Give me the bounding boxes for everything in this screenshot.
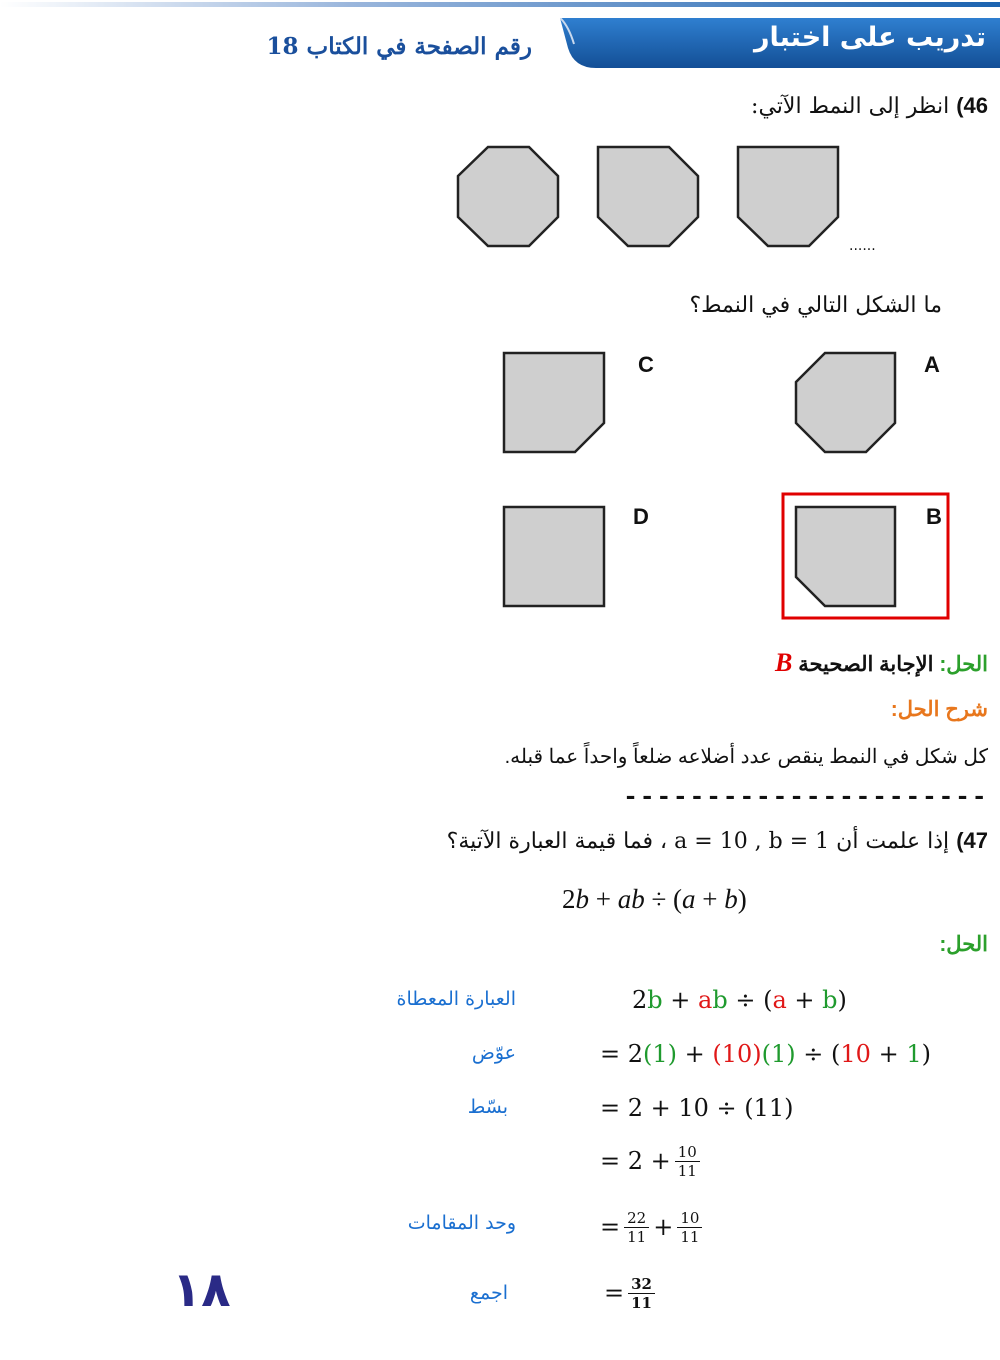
option-d-shape bbox=[504, 507, 604, 606]
step-label-simplify: بسّط bbox=[467, 1096, 508, 1118]
pattern-hexagon-shape bbox=[738, 147, 838, 246]
solution-label: الحل: bbox=[939, 653, 988, 676]
pattern-figures bbox=[430, 130, 950, 630]
option-b-shape bbox=[796, 507, 895, 606]
math-step-result: = $\frac{32}{11}$ bbox=[604, 1268, 659, 1318]
question-46-number: 46) bbox=[956, 93, 988, 118]
header-top-line bbox=[0, 0, 1000, 10]
fraction-10-11: $\frac{10}{11}$ bbox=[675, 1143, 700, 1180]
fraction-32-11: $\frac{32}{11}$ bbox=[628, 1275, 655, 1312]
step-label-common-denominator: وحد المقامات bbox=[407, 1212, 516, 1234]
solution-text: الإجابة الصحيحة bbox=[798, 653, 934, 676]
question-47-expression: 2b + ab ÷ (a + b) bbox=[562, 884, 747, 914]
option-a-label: A bbox=[924, 352, 940, 377]
option-c-shape bbox=[504, 353, 604, 452]
page-number: ١٨ bbox=[172, 1262, 231, 1318]
solution-answer: B bbox=[775, 648, 793, 677]
section-title: تدريب على اختبار bbox=[753, 22, 986, 53]
math-step-simplify: = 2 + 10 ÷ (11) bbox=[600, 1094, 794, 1122]
book-page-reference: رقم الصفحة في الكتاب 18 bbox=[266, 33, 532, 60]
question-47-text: إذا علمت أن a = 10 , b = 1 ، فما قيمة العبارة الآتية؟ bbox=[446, 829, 950, 854]
option-a-shape bbox=[796, 353, 895, 452]
math-step-substitute: = 2 (1) + (10) (1) ÷ ( 10 + 1 ) bbox=[600, 1040, 931, 1068]
math-step-common-denominator: = $\frac{22}{11}$ + $\frac{10}{11}$ bbox=[600, 1202, 706, 1252]
step-label-substitute: عوّض bbox=[471, 1042, 516, 1064]
math-step-given: 2 b + a b ÷ ( a + b ) bbox=[632, 986, 847, 1014]
option-d-label: D bbox=[633, 504, 649, 529]
option-b-label: B bbox=[926, 504, 942, 529]
option-c-label: C bbox=[638, 352, 654, 377]
question-47-number: 47) bbox=[956, 828, 988, 853]
question-47-prompt bbox=[447, 828, 988, 854]
fraction-10-11-b: $\frac{10}{11}$ bbox=[677, 1209, 702, 1246]
fraction-22-11: $\frac{22}{11}$ bbox=[624, 1209, 649, 1246]
explanation-heading: شرح الحل: bbox=[890, 698, 988, 721]
separator-dashes: ---------------------- bbox=[622, 782, 988, 812]
question-46-text: انظر إلى النمط الآتي: bbox=[751, 94, 950, 119]
math-step-fraction: = 2 + $\frac{10}{11}$ bbox=[600, 1136, 704, 1186]
step-label-add: اجمع bbox=[469, 1282, 508, 1304]
step-label-given: العبارة المعطاة bbox=[396, 988, 516, 1010]
question-46-prompt bbox=[751, 93, 988, 119]
question-47-solution-label: الحل: bbox=[939, 933, 988, 956]
pattern-octagon-shape bbox=[458, 147, 558, 246]
question-46-subquestion: ما الشكل التالي في النمط؟ bbox=[689, 293, 942, 318]
explanation-text: كل شكل في النمط ينقص عدد أضلاعه ضلعاً واحداً عما قبله. bbox=[504, 746, 988, 768]
question-46-solution bbox=[775, 648, 988, 678]
pattern-heptagon-shape bbox=[598, 147, 698, 246]
pattern-ellipsis: ...... bbox=[849, 238, 876, 254]
